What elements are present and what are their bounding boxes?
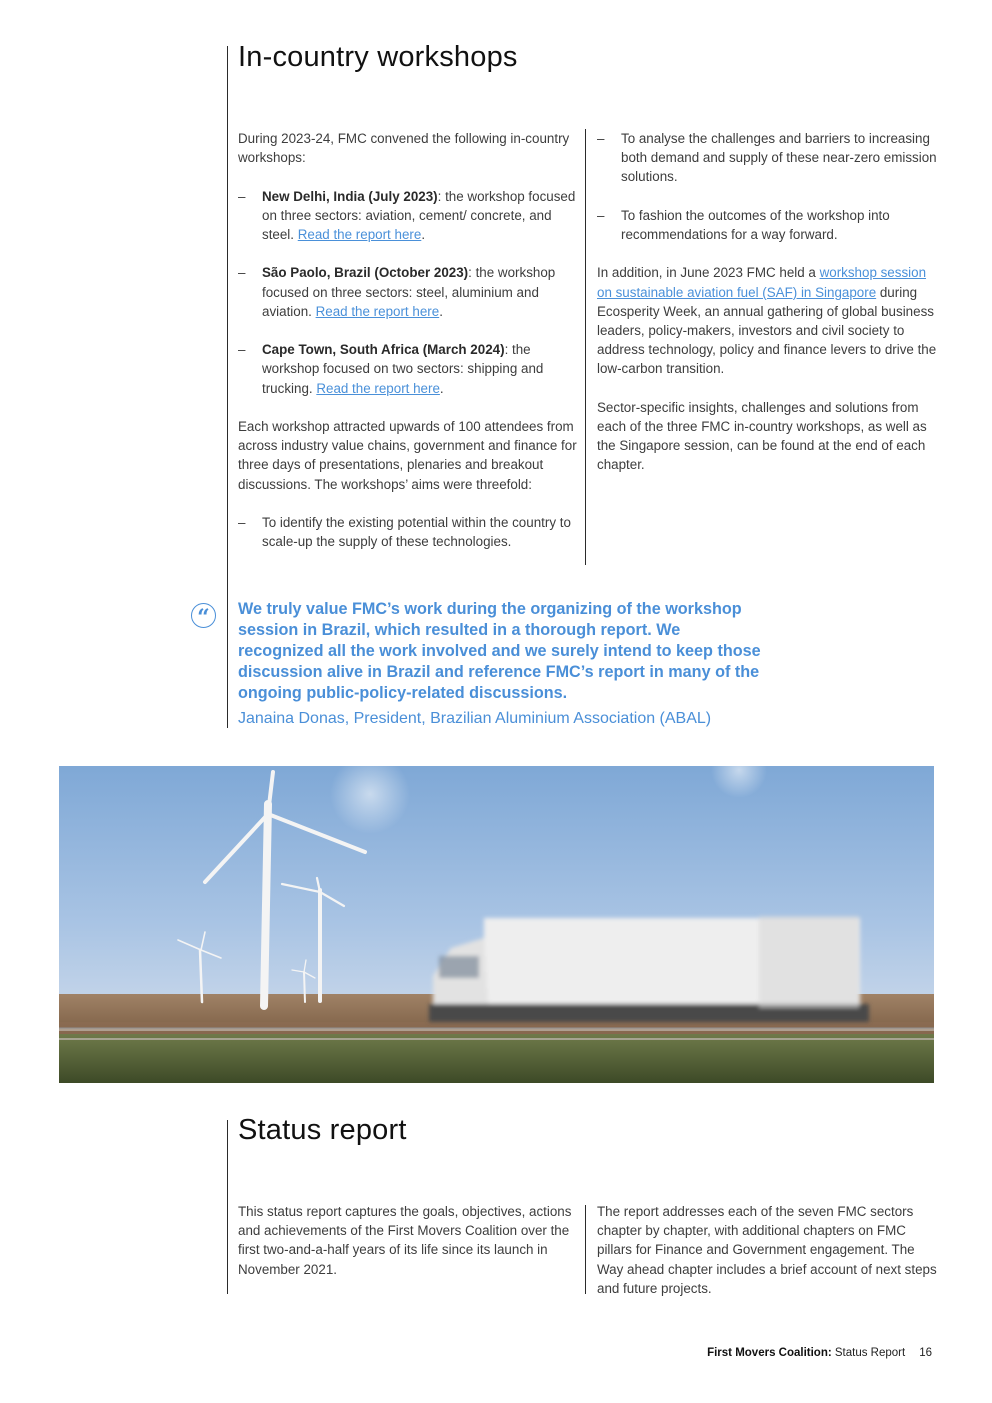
column-divider-1	[585, 129, 586, 565]
read-report-link[interactable]: Read the report here	[297, 227, 422, 242]
quote-attribution: Janaina Donas, President, Brazilian Aluminium Association (ABAL)	[238, 710, 712, 727]
singapore-workshop-link[interactable]: workshop session on sustainable aviation fuel (SAF) in Singapore	[597, 265, 927, 300]
section2-title: Status report	[238, 1114, 407, 1146]
workshop-place: São Paolo, Brazil (October 2023)	[262, 265, 469, 281]
workshop-item: – Cape Town, South Africa (March 2024): the workshop focused on two sectors: shipping and trucking. Read the report here.	[238, 342, 544, 396]
section2-rule	[227, 1120, 228, 1294]
aim-item: – To analyse the challenges and barriers to increasing both demand and supply of these near-zero emission solutions.	[597, 131, 937, 185]
workshop-item: – São Paolo, Brazil (October 2023): the workshop focused on three sectors: steel, aluminium and aviation. Read the report here.	[238, 265, 556, 319]
attendance-text: Each workshop attracted upwards of 100 attendees from across industry value chains, government and finance for three days of presentations, plenaries and breakout discussions. The workshops’ aims were threefold:	[238, 418, 577, 492]
workshop-place: New Delhi, India (July 2023)	[262, 188, 438, 204]
section1-title: In-country workshops	[238, 41, 518, 73]
status-report-intro: This status report captures the goals, objectives, actions and achievements of the First Movers Coalition over the first two-and-a-half years of its life since its launch in November 2021.	[238, 1204, 572, 1277]
page-footer	[707, 1347, 932, 1359]
insights-text: Sector-specific insights, challenges and solutions from each of the three FMC in-country workshops, as well as the Singapore session, can be found at the end of each chapter.	[597, 399, 927, 473]
footer-doc-title: Status Report	[831, 1347, 906, 1359]
aim-item: – To fashion the outcomes of the workshop into recommendations for a way forward.	[597, 207, 890, 242]
workshop-item: – New Delhi, India (July 2023): the workshop focused on three sectors: aviation, cement/ concrete, and steel. Read the report here.	[238, 188, 576, 242]
section1-left-column	[238, 129, 578, 551]
workshop-place: Cape Town, South Africa (March 2024)	[262, 342, 505, 358]
read-report-link[interactable]: Read the report here	[315, 303, 440, 319]
section1-right-column	[597, 129, 937, 475]
section1-rule	[227, 46, 228, 728]
intro-text: During 2023-24, FMC convened the following in-country workshops:	[238, 131, 570, 166]
section2-right-column	[597, 1202, 937, 1298]
singapore-text: In addition, in June 2023 FMC held a workshop session on sustainable aviation fuel (SAF) in Singapore during Ecosperity Week, an annual gathering of global business leaders, policy-makers, investors and civil society to address technology, policy and finance levers to drive the low-carbon transition.	[597, 265, 937, 377]
column-divider-2	[585, 1205, 586, 1294]
page-number: 16	[919, 1347, 932, 1359]
wind-turbines-truck-photo	[59, 766, 934, 1083]
aim-item: – To identify the existing potential within the country to scale-up the supply of these technologies.	[238, 514, 571, 550]
read-report-link[interactable]: Read the report here	[316, 380, 440, 396]
status-report-structure: The report addresses each of the seven FMC sectors chapter by chapter, with additional chapters on FMC pillars for Finance and Government engagement. The Way ahead chapter includes a brief account of next steps and future projects.	[597, 1204, 937, 1296]
pull-quote: We truly value FMC’s work during the organizing of the workshop session in Brazil, which resulted in a thorough report. We recognized all the work involved and we surely intend to keep those discussion alive in Brazil and reference FMC’s report in many of the ongoing public-policy-related discussions.	[238, 600, 761, 702]
section2-left-column	[238, 1202, 578, 1279]
footer-brand: First Movers Coalition:	[707, 1347, 832, 1359]
quote-icon: “	[191, 603, 216, 628]
